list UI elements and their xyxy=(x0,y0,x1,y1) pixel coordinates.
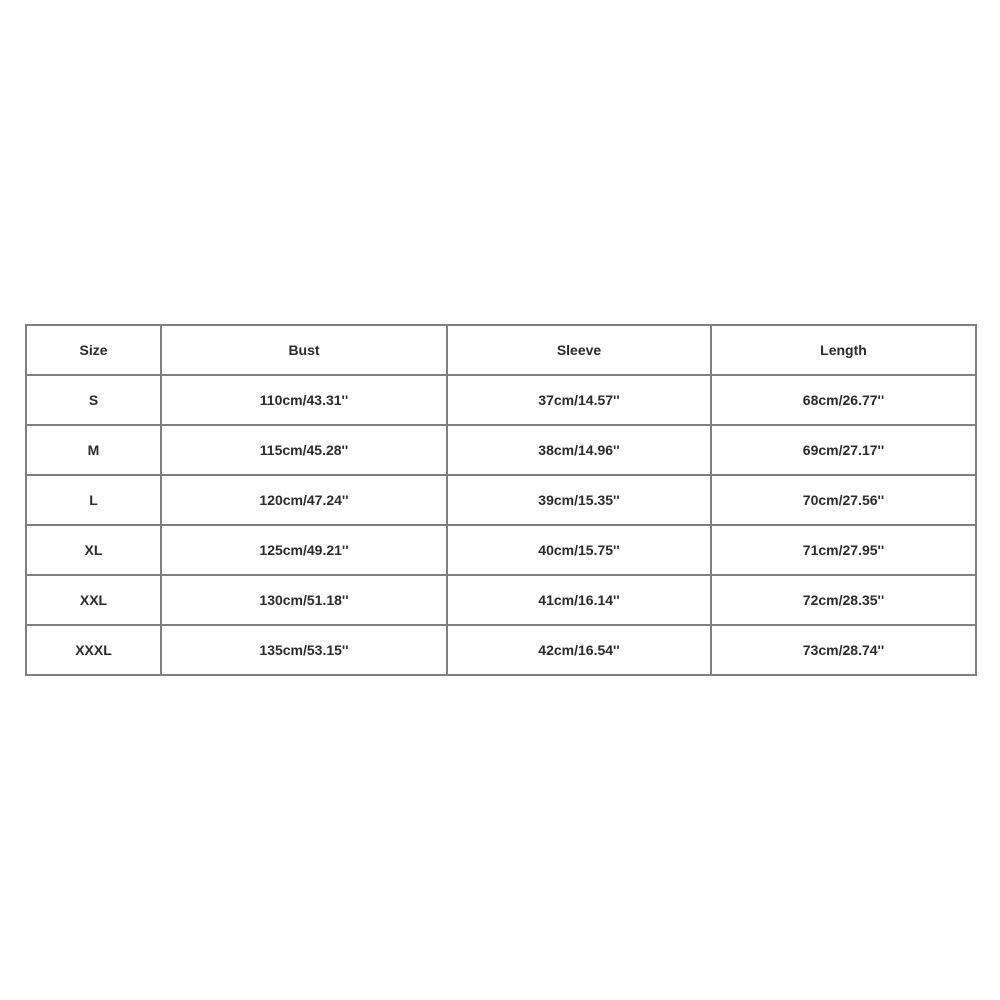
cell-bust: 125cm/49.21'' xyxy=(161,525,447,575)
cell-sleeve: 37cm/14.57'' xyxy=(447,375,711,425)
cell-bust: 115cm/45.28'' xyxy=(161,425,447,475)
cell-bust: 110cm/43.31'' xyxy=(161,375,447,425)
header-length: Length xyxy=(711,325,976,375)
table-row xyxy=(26,375,976,425)
cell-length: 72cm/28.35'' xyxy=(711,575,976,625)
cell-sleeve: 40cm/15.75'' xyxy=(447,525,711,575)
table-row xyxy=(26,525,976,575)
cell-bust: 120cm/47.24'' xyxy=(161,475,447,525)
table-row xyxy=(26,625,976,675)
cell-size: XL xyxy=(26,525,161,575)
cell-size: M xyxy=(26,425,161,475)
cell-length: 71cm/27.95'' xyxy=(711,525,976,575)
cell-length: 70cm/27.56'' xyxy=(711,475,976,525)
cell-size: XXL xyxy=(26,575,161,625)
header-bust: Bust xyxy=(161,325,447,375)
table-row xyxy=(26,475,976,525)
cell-length: 73cm/28.74'' xyxy=(711,625,976,675)
table-row xyxy=(26,425,976,475)
cell-length: 69cm/27.17'' xyxy=(711,425,976,475)
size-chart-table xyxy=(25,324,977,676)
header-size: Size xyxy=(26,325,161,375)
cell-length: 68cm/26.77'' xyxy=(711,375,976,425)
cell-bust: 135cm/53.15'' xyxy=(161,625,447,675)
cell-sleeve: 39cm/15.35'' xyxy=(447,475,711,525)
cell-size: L xyxy=(26,475,161,525)
cell-size: S xyxy=(26,375,161,425)
cell-size: XXXL xyxy=(26,625,161,675)
cell-sleeve: 42cm/16.54'' xyxy=(447,625,711,675)
header-sleeve: Sleeve xyxy=(447,325,711,375)
table-row xyxy=(26,575,976,625)
header-row xyxy=(26,325,976,375)
cell-sleeve: 41cm/16.14'' xyxy=(447,575,711,625)
cell-sleeve: 38cm/14.96'' xyxy=(447,425,711,475)
cell-bust: 130cm/51.18'' xyxy=(161,575,447,625)
